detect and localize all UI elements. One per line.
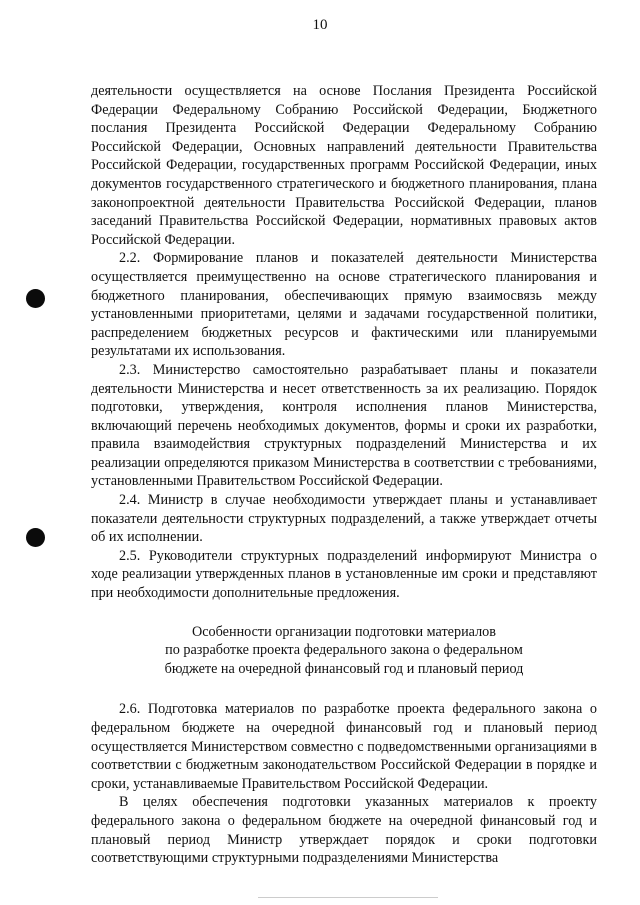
section-heading-line-3: бюджете на очередной финансовый год и плановый период xyxy=(164,660,524,677)
punch-hole-top xyxy=(26,289,45,308)
section-heading-line-2: по разработке проекта федерального закона о федеральном xyxy=(165,642,523,659)
scan-edge-mark xyxy=(258,897,438,898)
paragraph-2-3: 2.3. Министерство самостоятельно разрабатывает планы и показатели деятельности Министерства и несет ответственность за их реализацию. Порядок подготовки, утверждения, контроля исполнения планов Министерства, включающий перечень необходимых документов, формы и сроки их разработки, правила взаимодействия структурных подразделений Министерства и их реализации определяются приказом Министерства в соответствии с требованиями, установленными Правительством Российской Федерации. xyxy=(91,361,597,490)
paragraph-2-4: 2.4. Министр в случае необходимости утверждает планы и устанавливает показатели деятельности структурных подразделений, а также утверждает отчеты об их исполнении. xyxy=(91,492,597,546)
paragraph-continuation: деятельности осуществляется на основе Послания Президента Российской Федерации Федеральному Собранию Российской Федерации, Бюджетного послания Президента Российской Федерации Федеральному Собранию Российской Федерации, Основных направлений деятельности Правительства Российской Федерации, государственных программ Российской Федерации, иных документов государственного стратегического и бюджетного планирования, плана законопроектной деятельности Правительства Российской Федерации, планов заседаний Правительства Российской Федерации, нормативных правовых актов Российской Федерации. xyxy=(91,83,597,248)
document-body xyxy=(91,82,597,868)
section-heading xyxy=(91,623,597,679)
paragraph-2-2: 2.2. Формирование планов и показателей деятельности Министерства осуществляется преимущественно на основе стратегического планирования и бюджетного планирования, обеспечивающих прямую взаимосвязь между установленными приоритетами, целями и задачами государственной политики, распределением бюджетных ресурсов и фактическими или планируемыми результатами их использования. xyxy=(91,250,597,360)
paragraph-2-5: 2.5. Руководители структурных подразделений информируют Министра о ходе реализации утвержденных планов в установленные им сроки и представляют при необходимости дополнительные предложения. xyxy=(91,547,597,602)
page-number: 10 xyxy=(312,17,328,33)
section-heading-line-1: Особенности организации подготовки материалов xyxy=(192,623,496,640)
paragraph-2-6: 2.6. Подготовка материалов по разработке проекта федерального закона о федеральном бюджете на очередной финансовый год и плановый период осуществляется Министерством совместно с подведомственными организациями в соответствии с бюджетным законодательством Российской Федерации в порядке и сроки, устанавливаемые Правительством Российской Федерации. xyxy=(91,701,597,792)
punch-hole-bottom xyxy=(26,528,45,547)
paragraph-materials-preparation: В целях обеспечения подготовки указанных материалов к проекту федерального закона о федеральном бюджете на очередной финансовый год и плановый период Министр утверждает порядок и сроки подготовки соответствующими структурными подразделениями Министерства xyxy=(91,794,597,867)
